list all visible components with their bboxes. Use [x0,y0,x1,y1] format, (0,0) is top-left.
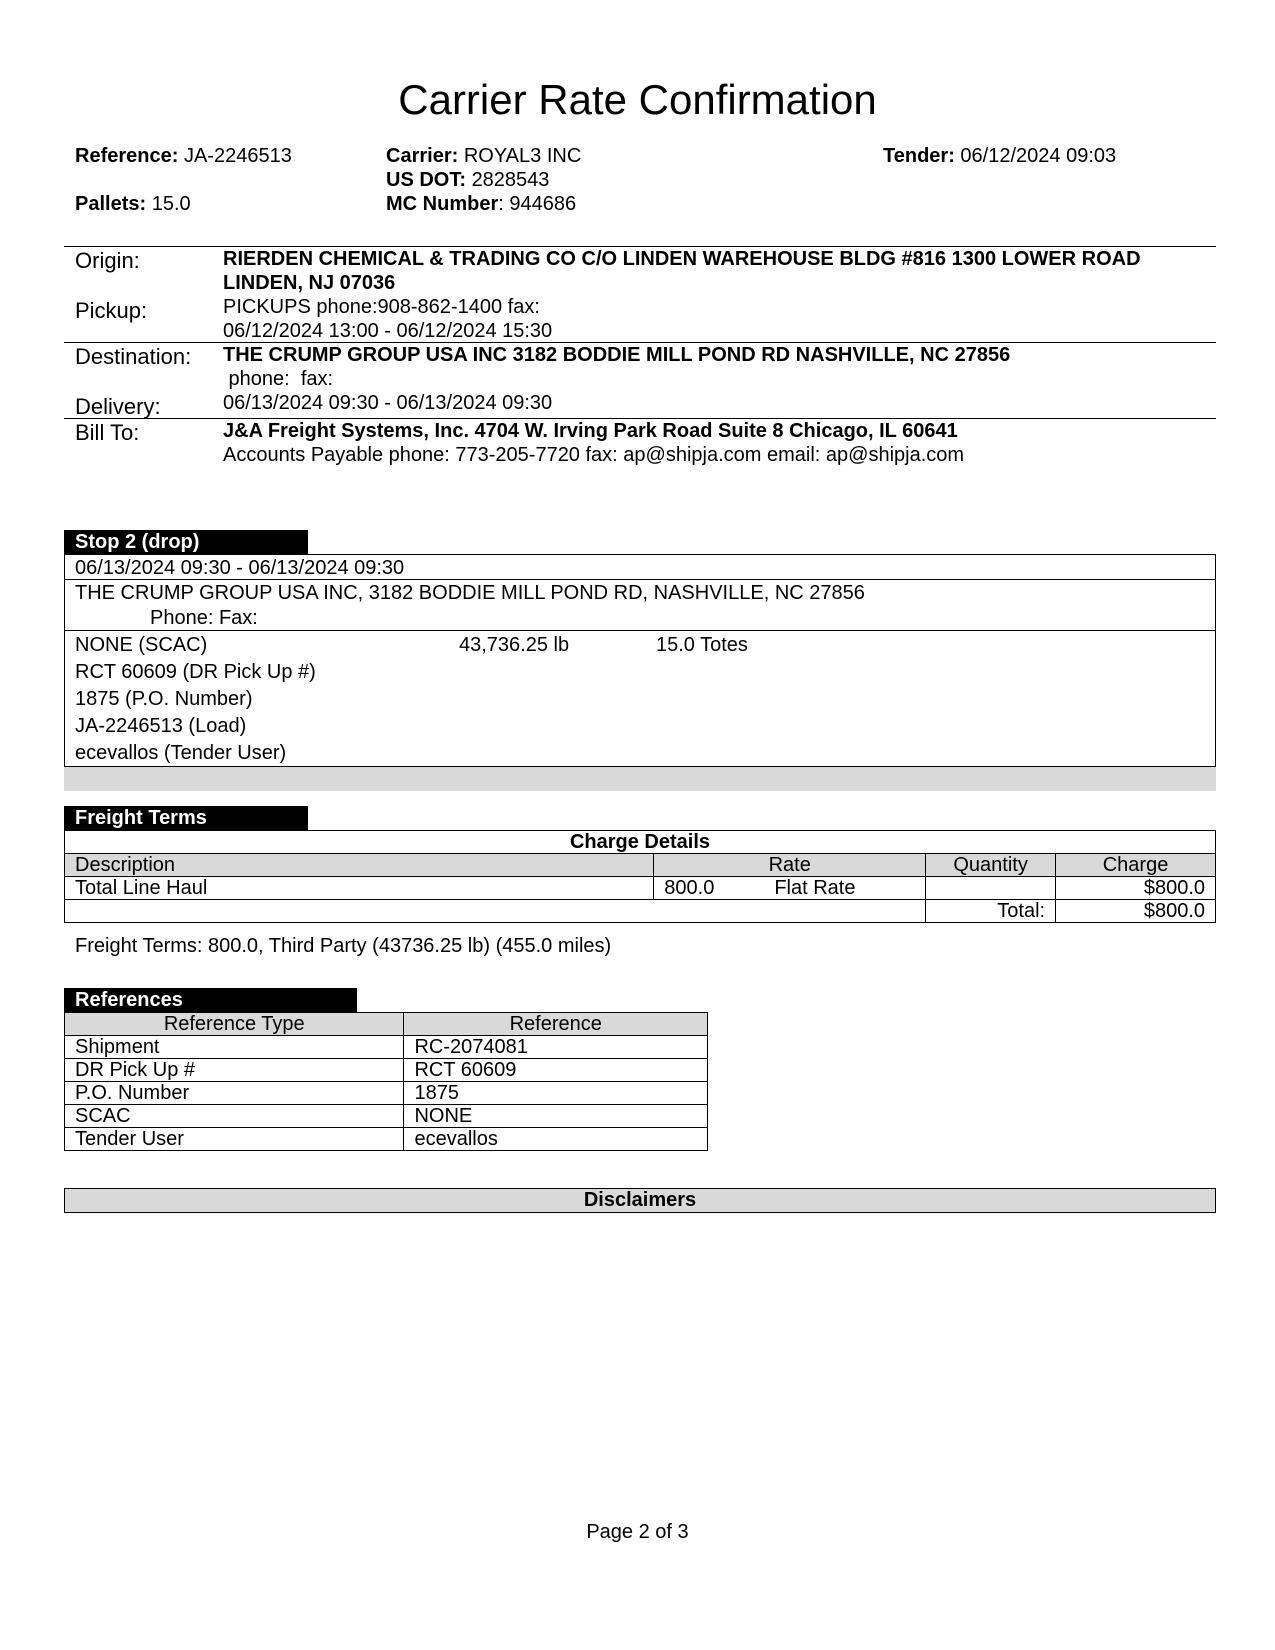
total-label: Total: [926,900,1056,923]
delivery-label: Delivery: [75,394,161,419]
references-header: References [64,988,357,1012]
pickup-label: Pickup: [75,298,148,323]
stop-window: 06/13/2024 09:30 - 06/13/2024 09:30 [75,557,405,579]
table-header-row [65,854,1216,877]
page-title: Carrier Rate Confirmation [398,76,877,123]
pickup-line-1: PICKUPS phone:908-862-1400 fax: [223,296,540,318]
destination-line-2: phone: fax: [223,368,334,390]
table-row [65,900,1216,923]
column-header: Rate [654,854,926,877]
table-row [65,1059,708,1082]
charge-details-title: Charge Details [65,831,1216,854]
pallets-value: 15.0 [151,193,191,215]
freight-terms-header: Freight Terms [64,806,308,830]
reference-field [75,144,292,168]
line-charge: $800.0 [1056,877,1216,900]
bill-to-label: Bill To: [75,420,140,445]
table-row [65,1082,708,1105]
pallets-label: Pallets: [75,193,147,215]
column-header: Description [65,854,654,877]
table-row [65,1128,708,1151]
column-header: Reference [404,1013,708,1036]
reference-type: Tender User [65,1128,404,1151]
carrier-field [386,144,581,168]
mc-number-label: MC Number [386,193,499,215]
charge-details-table [64,830,1216,923]
usdot-field [386,168,549,192]
page-number: Page 2 of 3 [586,1521,689,1543]
reference-type: SCAC [65,1105,404,1128]
stop-header: Stop 2 (drop) [64,530,308,554]
reference-value: ecevallos [404,1128,708,1151]
table-row [65,877,1216,900]
column-header: Quantity [926,854,1056,877]
destination-line-1: THE CRUMP GROUP USA INC 3182 BODDIE MILL POND RD NASHVILLE, NC 27856 [223,344,1011,366]
mc-number-field [386,192,576,216]
destination-label: Destination: [75,344,192,369]
line-description: Total Line Haul [65,877,654,900]
stop-ref-pickup: RCT 60609 (DR Pick Up #) [75,661,316,683]
stop-ref-tender-user: ecevallos (Tender User) [75,742,287,764]
bill-to-line-1: J&A Freight Systems, Inc. 4704 W. Irving Park Road Suite 8 Chicago, IL 60641 [223,420,958,442]
empty-cell [65,900,926,923]
table-header-row [65,1013,708,1036]
stop-units: 15.0 Totes [656,634,748,656]
pickup-line-2: 06/12/2024 13:00 - 06/12/2024 15:30 [223,320,553,342]
freight-terms-summary: Freight Terms: 800.0, Third Party (43736.25 lb) (455.0 miles) [75,935,612,957]
table-row [65,1105,708,1128]
usdot-label: US DOT: [386,169,466,191]
reference-value: NONE [404,1105,708,1128]
reference-type: P.O. Number [65,1082,404,1105]
tender-label: Tender: [883,145,955,167]
reference-value: 1875 [404,1082,708,1105]
stop-weight: 43,736.25 lb [459,634,570,656]
stop-ref-po: 1875 (P.O. Number) [75,688,253,710]
carrier-value: ROYAL3 INC [463,145,582,167]
reference-value: RCT 60609 [404,1059,708,1082]
stop-phone-fax: Phone: Fax: [150,607,258,629]
reference-value: RC-2074081 [404,1036,708,1059]
line-rate-cell [654,877,926,900]
line-rate: 800.0 [664,877,715,899]
bill-to-line-2: Accounts Payable phone: 773-205-7720 fax: ap@shipja.com email: ap@shipja.com [223,444,965,466]
tender-value: 06/12/2024 09:03 [960,145,1117,167]
stop-ref-load: JA-2246513 (Load) [75,715,247,737]
pallets-field [75,192,191,216]
delivery-line-1: 06/13/2024 09:30 - 06/13/2024 09:30 [223,392,553,414]
origin-line-1: RIERDEN CHEMICAL & TRADING CO C/O LINDEN WAREHOUSE BLDG #816 1300 LOWER ROAD [223,248,1141,270]
reference-label: Reference: [75,145,179,167]
total-value: $800.0 [1056,900,1216,923]
reference-value: JA-2246513 [183,145,292,167]
tender-field [883,144,1116,168]
origin-line-2: LINDEN, NJ 07036 [223,272,396,294]
table-row [65,1036,708,1059]
divider [64,630,1216,631]
reference-type: DR Pick Up # [65,1059,404,1082]
stop-ref-scac: NONE (SCAC) [75,634,208,656]
grey-spacer-bar [64,767,1216,791]
line-quantity [926,877,1056,900]
stop-address: THE CRUMP GROUP USA INC, 3182 BODDIE MILL POND RD, NASHVILLE, NC 27856 [75,582,865,604]
column-header: Reference Type [65,1013,404,1036]
reference-type: Shipment [65,1036,404,1059]
mc-number-value: : 944686 [498,193,577,215]
carrier-label: Carrier: [386,145,459,167]
line-rate-type: Flat Rate [774,877,856,899]
origin-label: Origin: [75,248,140,273]
usdot-value: 2828543 [471,169,550,191]
references-table [64,1012,708,1151]
disclaimers-header: Disclaimers [64,1188,1216,1213]
column-header: Charge [1056,854,1216,877]
